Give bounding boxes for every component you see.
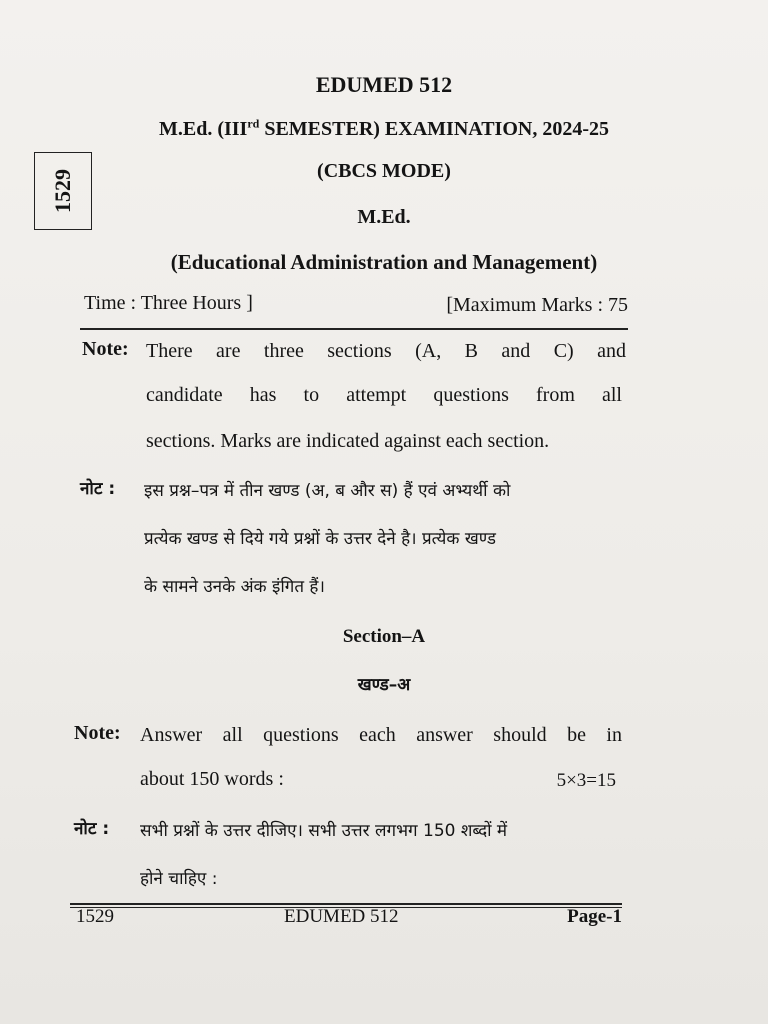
footer-page-number: Page-1 — [567, 906, 622, 927]
subject-title: (Educational Administration and Management) — [170, 250, 598, 274]
note-line-1: There are three sections (A, B and C) and — [146, 340, 626, 362]
exam-title-prefix: M.Ed. (III — [158, 118, 248, 140]
section-hindi-note-label: नोट : — [74, 819, 110, 839]
footer-course-code: EDUMED 512 — [284, 906, 399, 927]
section-hindi-note-line-1: सभी प्रश्नों के उत्तर दीजिए। सभी उत्तर लगभग 150 शब्दों में — [140, 821, 508, 841]
footer-divider — [70, 903, 622, 905]
footer-paper-number: 1529 — [76, 906, 114, 927]
exam-title-suffix: SEMESTER) EXAMINATION, 2024-25 — [259, 118, 610, 140]
hindi-note-line-1: इस प्रश्न–पत्र में तीन खण्ड (अ, ब और स) हैं एवं अभ्यर्थी को — [144, 481, 511, 501]
degree-title: M.Ed. — [357, 206, 411, 228]
section-note-line-2: about 150 words : — [140, 768, 284, 790]
section-hindi-note-line-2: होने चाहिए : — [140, 869, 218, 889]
exam-title-sup: rd — [247, 116, 260, 131]
time-allowed: Time : Three Hours ] — [84, 292, 253, 314]
hindi-note-line-3: के सामने उनके अंक इंगित हैं। — [144, 577, 325, 597]
section-a-title-hindi: खण्ड–अ — [357, 675, 411, 695]
section-note-label: Note: — [74, 722, 121, 744]
exam-mode: (CBCS MODE) — [317, 160, 451, 182]
note-line-3: sections. Marks are indicated against each section. — [146, 430, 550, 452]
section-a-title: Section–A — [342, 626, 426, 647]
hindi-note-line-2: प्रत्येक खण्ड से दिये गये प्रश्नों के उत्तर देने है। प्रत्येक खण्ड — [144, 529, 496, 549]
note-line-2: candidate has to attempt questions from all — [146, 384, 622, 406]
header-divider — [80, 328, 628, 330]
exam-title — [0, 118, 768, 141]
hindi-note-label: नोट : — [80, 479, 116, 499]
note-label: Note: — [82, 338, 129, 360]
maximum-marks: [Maximum Marks : 75 — [446, 294, 628, 316]
section-marks: 5×3=15 — [556, 770, 616, 791]
course-code-title: EDUMED 512 — [315, 72, 453, 97]
section-note-line-1: Answer all questions each answer should be in — [140, 724, 622, 746]
paper-number: 1529 — [50, 169, 75, 213]
